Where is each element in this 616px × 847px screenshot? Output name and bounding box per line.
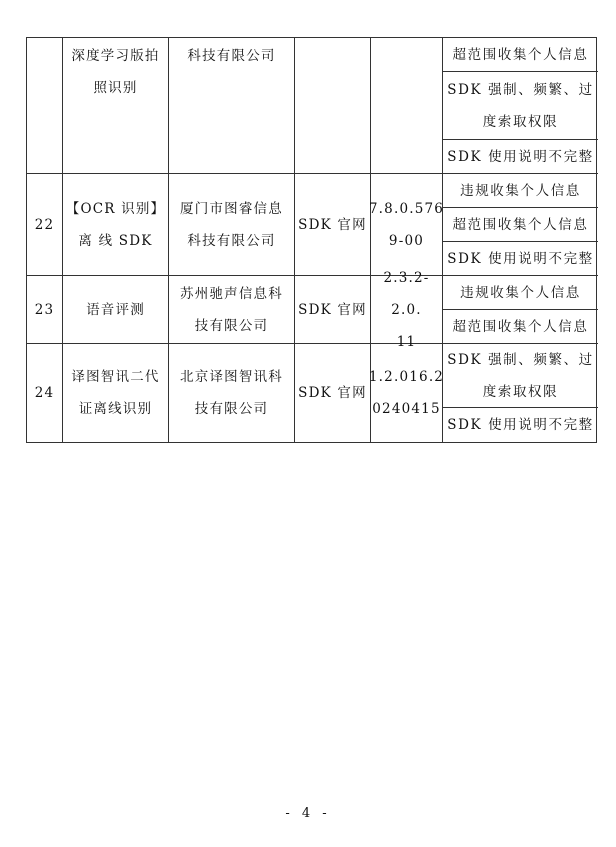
table-cell-company: 苏州驰声信息科 技有限公司 [169, 276, 295, 344]
table-cell-version: 2.3.2-2.0. 11 [371, 276, 443, 344]
table-cell-issue: 违规收集个人信息 [443, 174, 598, 208]
table-cell-source: SDK 官网 [295, 344, 371, 442]
table-cell-issue: SDK 强制、频繁、过 度索取权限 [443, 344, 598, 408]
table-cell-sdk-name: 深度学习版拍 照识别 [63, 38, 169, 174]
table-cell-sdk-name: 【OCR 识别】 离 线 SDK [63, 174, 169, 276]
page-number: - 4 - [285, 806, 331, 821]
table-cell-issue: 超范围收集个人信息 [443, 208, 598, 242]
table-cell-issue: 超范围收集个人信息 [443, 38, 598, 72]
table-cell-issue: SDK 使用说明不完整 [443, 140, 598, 174]
table-cell-version [371, 38, 443, 174]
table-cell-company: 厦门市图睿信息 科技有限公司 [169, 174, 295, 276]
table-cell-number: 24 [27, 344, 63, 442]
table-cell-source: SDK 官网 [295, 174, 371, 276]
table-cell-version: 7.8.0.576 9-00 [371, 174, 443, 276]
table-cell-issue: 违规收集个人信息 [443, 276, 598, 310]
table-cell-version: 1.2.016.2 0240415 [371, 344, 443, 442]
table-cell-issue: SDK 使用说明不完整 [443, 242, 598, 276]
table-cell-sdk-name: 译图智讯二代 证离线识别 [63, 344, 169, 442]
table-cell-source [295, 38, 371, 174]
table-cell-issue: 超范围收集个人信息 [443, 310, 598, 344]
table-cell-source: SDK 官网 [295, 276, 371, 344]
table-cell-company: 科技有限公司 [169, 38, 295, 174]
table-cell-issue: SDK 强制、频繁、过 度索取权限 [443, 72, 598, 140]
table-cell-number: 23 [27, 276, 63, 344]
table-cell-number: 22 [27, 174, 63, 276]
table-cell-sdk-name: 语音评测 [63, 276, 169, 344]
sdk-issues-table [26, 37, 597, 443]
table-cell-number [27, 38, 63, 174]
table-cell-company: 北京译图智讯科 技有限公司 [169, 344, 295, 442]
table-cell-issue: SDK 使用说明不完整 [447, 417, 594, 433]
